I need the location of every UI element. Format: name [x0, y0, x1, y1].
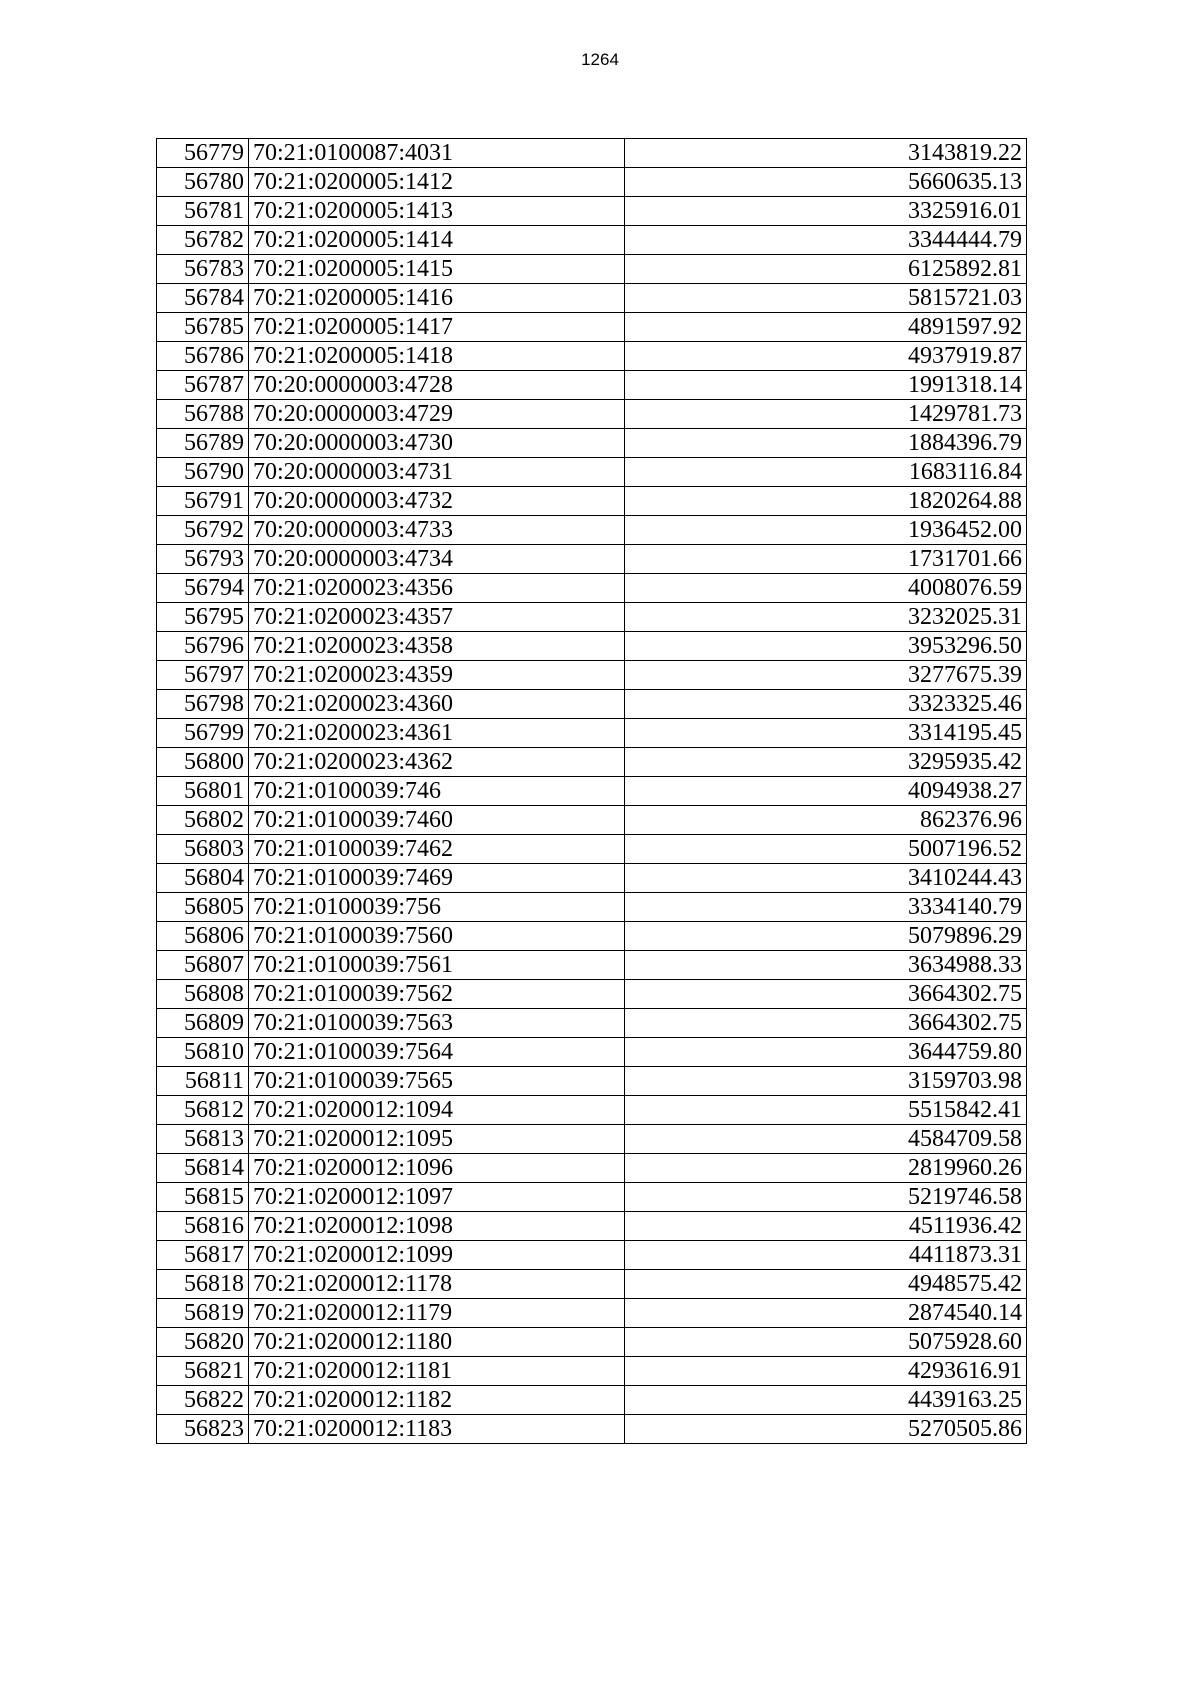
- cadastral-number-cell: 70:21:0100039:7460: [249, 806, 625, 835]
- row-number-cell: 56779: [157, 139, 249, 168]
- row-number-cell: 56797: [157, 661, 249, 690]
- table-row: [157, 1125, 1027, 1154]
- cadastral-number-cell: 70:21:0100039:7469: [249, 864, 625, 893]
- cadastral-number-cell: 70:21:0200012:1180: [249, 1328, 625, 1357]
- cadastral-number-cell: 70:21:0100087:4031: [249, 139, 625, 168]
- value-cell: 1884396.79: [625, 429, 1027, 458]
- cadastral-number-cell: 70:21:0200005:1415: [249, 255, 625, 284]
- cadastral-number-cell: 70:21:0100039:7562: [249, 980, 625, 1009]
- value-cell: 3143819.22: [625, 139, 1027, 168]
- row-number-cell: 56785: [157, 313, 249, 342]
- value-cell: 1991318.14: [625, 371, 1027, 400]
- row-number-cell: 56790: [157, 458, 249, 487]
- value-cell: 3664302.75: [625, 1009, 1027, 1038]
- cadastral-number-cell: 70:21:0200012:1097: [249, 1183, 625, 1212]
- cadastral-number-cell: 70:21:0200012:1178: [249, 1270, 625, 1299]
- table-row: [157, 255, 1027, 284]
- value-cell: 4584709.58: [625, 1125, 1027, 1154]
- cadastral-number-cell: 70:21:0200012:1182: [249, 1386, 625, 1415]
- value-cell: 3634988.33: [625, 951, 1027, 980]
- cadastral-number-cell: 70:21:0200012:1096: [249, 1154, 625, 1183]
- table-row: [157, 893, 1027, 922]
- cadastral-number-cell: 70:21:0100039:7560: [249, 922, 625, 951]
- cadastral-number-cell: 70:21:0200012:1183: [249, 1415, 625, 1444]
- cadastral-number-cell: 70:21:0100039:7564: [249, 1038, 625, 1067]
- cadastral-number-cell: 70:21:0100039:756: [249, 893, 625, 922]
- cadastral-number-cell: 70:21:0200005:1417: [249, 313, 625, 342]
- row-number-cell: 56793: [157, 545, 249, 574]
- value-cell: 4094938.27: [625, 777, 1027, 806]
- row-number-cell: 56784: [157, 284, 249, 313]
- value-cell: 1683116.84: [625, 458, 1027, 487]
- value-cell: 3334140.79: [625, 893, 1027, 922]
- cadastral-number-cell: 70:20:0000003:4729: [249, 400, 625, 429]
- table-row: [157, 545, 1027, 574]
- table-row: [157, 1241, 1027, 1270]
- value-cell: 5075928.60: [625, 1328, 1027, 1357]
- row-number-cell: 56815: [157, 1183, 249, 1212]
- row-number-cell: 56802: [157, 806, 249, 835]
- table-row: [157, 661, 1027, 690]
- value-cell: 1429781.73: [625, 400, 1027, 429]
- value-cell: 1820264.88: [625, 487, 1027, 516]
- table-row: [157, 197, 1027, 226]
- value-cell: 4948575.42: [625, 1270, 1027, 1299]
- row-number-cell: 56814: [157, 1154, 249, 1183]
- row-number-cell: 56811: [157, 1067, 249, 1096]
- row-number-cell: 56818: [157, 1270, 249, 1299]
- cadastral-number-cell: 70:20:0000003:4734: [249, 545, 625, 574]
- table-row: [157, 951, 1027, 980]
- table-row: [157, 168, 1027, 197]
- value-cell: 4937919.87: [625, 342, 1027, 371]
- cadastral-number-cell: 70:21:0100039:7565: [249, 1067, 625, 1096]
- data-table: [156, 138, 1027, 1444]
- table-row: [157, 1009, 1027, 1038]
- value-cell: 3664302.75: [625, 980, 1027, 1009]
- value-cell: 3314195.45: [625, 719, 1027, 748]
- table-row: [157, 1183, 1027, 1212]
- row-number-cell: 56780: [157, 168, 249, 197]
- cadastral-number-cell: 70:20:0000003:4731: [249, 458, 625, 487]
- cadastral-number-cell: 70:20:0000003:4728: [249, 371, 625, 400]
- value-cell: 4439163.25: [625, 1386, 1027, 1415]
- cadastral-number-cell: 70:21:0200023:4356: [249, 574, 625, 603]
- table-row: [157, 1357, 1027, 1386]
- value-cell: 4293616.91: [625, 1357, 1027, 1386]
- cadastral-number-cell: 70:21:0200005:1416: [249, 284, 625, 313]
- value-cell: 1731701.66: [625, 545, 1027, 574]
- table-row: [157, 226, 1027, 255]
- value-cell: 5815721.03: [625, 284, 1027, 313]
- row-number-cell: 56812: [157, 1096, 249, 1125]
- cadastral-number-cell: 70:21:0200023:4362: [249, 748, 625, 777]
- value-cell: 4008076.59: [625, 574, 1027, 603]
- cadastral-number-cell: 70:21:0100039:7563: [249, 1009, 625, 1038]
- table-row: [157, 1096, 1027, 1125]
- row-number-cell: 56810: [157, 1038, 249, 1067]
- value-cell: 2874540.14: [625, 1299, 1027, 1328]
- table-row: [157, 516, 1027, 545]
- cadastral-number-cell: 70:21:0200023:4361: [249, 719, 625, 748]
- value-cell: 3159703.98: [625, 1067, 1027, 1096]
- cadastral-number-cell: 70:21:0100039:7561: [249, 951, 625, 980]
- cadastral-number-cell: 70:21:0200005:1418: [249, 342, 625, 371]
- cadastral-number-cell: 70:21:0200012:1098: [249, 1212, 625, 1241]
- row-number-cell: 56819: [157, 1299, 249, 1328]
- row-number-cell: 56795: [157, 603, 249, 632]
- value-cell: 4891597.92: [625, 313, 1027, 342]
- row-number-cell: 56803: [157, 835, 249, 864]
- value-cell: 4411873.31: [625, 1241, 1027, 1270]
- cadastral-number-cell: 70:21:0200012:1181: [249, 1357, 625, 1386]
- cadastral-number-cell: 70:21:0200023:4357: [249, 603, 625, 632]
- table-row: [157, 632, 1027, 661]
- row-number-cell: 56789: [157, 429, 249, 458]
- table-row: [157, 139, 1027, 168]
- value-cell: 6125892.81: [625, 255, 1027, 284]
- row-number-cell: 56817: [157, 1241, 249, 1270]
- value-cell: 862376.96: [625, 806, 1027, 835]
- table-row: [157, 777, 1027, 806]
- row-number-cell: 56799: [157, 719, 249, 748]
- value-cell: 3232025.31: [625, 603, 1027, 632]
- table-row: [157, 487, 1027, 516]
- value-cell: 5007196.52: [625, 835, 1027, 864]
- value-cell: 5079896.29: [625, 922, 1027, 951]
- table-row: [157, 1299, 1027, 1328]
- row-number-cell: 56816: [157, 1212, 249, 1241]
- table-row: [157, 313, 1027, 342]
- row-number-cell: 56792: [157, 516, 249, 545]
- row-number-cell: 56806: [157, 922, 249, 951]
- row-number-cell: 56820: [157, 1328, 249, 1357]
- value-cell: 3325916.01: [625, 197, 1027, 226]
- table-row: [157, 574, 1027, 603]
- value-cell: 5660635.13: [625, 168, 1027, 197]
- value-cell: 3323325.46: [625, 690, 1027, 719]
- cadastral-number-cell: 70:20:0000003:4732: [249, 487, 625, 516]
- cadastral-number-cell: 70:21:0200005:1414: [249, 226, 625, 255]
- cadastral-number-cell: 70:20:0000003:4733: [249, 516, 625, 545]
- row-number-cell: 56781: [157, 197, 249, 226]
- row-number-cell: 56788: [157, 400, 249, 429]
- table-row: [157, 1386, 1027, 1415]
- row-number-cell: 56783: [157, 255, 249, 284]
- table-row: [157, 342, 1027, 371]
- value-cell: 5515842.41: [625, 1096, 1027, 1125]
- cadastral-number-cell: 70:21:0200023:4360: [249, 690, 625, 719]
- row-number-cell: 56822: [157, 1386, 249, 1415]
- table-row: [157, 1270, 1027, 1299]
- value-cell: 3644759.80: [625, 1038, 1027, 1067]
- table-row: [157, 1154, 1027, 1183]
- value-cell: 5270505.86: [625, 1415, 1027, 1444]
- cadastral-number-cell: 70:20:0000003:4730: [249, 429, 625, 458]
- value-cell: 2819960.26: [625, 1154, 1027, 1183]
- value-cell: 3410244.43: [625, 864, 1027, 893]
- row-number-cell: 56791: [157, 487, 249, 516]
- table-row: [157, 864, 1027, 893]
- value-cell: 4511936.42: [625, 1212, 1027, 1241]
- cadastral-number-cell: 70:21:0200005:1413: [249, 197, 625, 226]
- row-number-cell: 56804: [157, 864, 249, 893]
- table-row: [157, 400, 1027, 429]
- table-row: [157, 603, 1027, 632]
- cadastral-number-cell: 70:21:0100039:7462: [249, 835, 625, 864]
- table-row: [157, 429, 1027, 458]
- row-number-cell: 56798: [157, 690, 249, 719]
- cadastral-number-cell: 70:21:0200012:1094: [249, 1096, 625, 1125]
- value-cell: 3295935.42: [625, 748, 1027, 777]
- row-number-cell: 56809: [157, 1009, 249, 1038]
- value-cell: 3953296.50: [625, 632, 1027, 661]
- cadastral-number-cell: 70:21:0200012:1099: [249, 1241, 625, 1270]
- value-cell: 3277675.39: [625, 661, 1027, 690]
- cadastral-number-cell: 70:21:0200012:1095: [249, 1125, 625, 1154]
- row-number-cell: 56800: [157, 748, 249, 777]
- row-number-cell: 56808: [157, 980, 249, 1009]
- value-cell: 5219746.58: [625, 1183, 1027, 1212]
- table-row: [157, 835, 1027, 864]
- table-row: [157, 371, 1027, 400]
- table-row: [157, 1212, 1027, 1241]
- cadastral-number-cell: 70:21:0200023:4359: [249, 661, 625, 690]
- row-number-cell: 56786: [157, 342, 249, 371]
- table-row: [157, 1067, 1027, 1096]
- value-cell: 3344444.79: [625, 226, 1027, 255]
- table-row: [157, 806, 1027, 835]
- row-number-cell: 56813: [157, 1125, 249, 1154]
- table-row: [157, 922, 1027, 951]
- cadastral-number-cell: 70:21:0200005:1412: [249, 168, 625, 197]
- cadastral-number-cell: 70:21:0200012:1179: [249, 1299, 625, 1328]
- row-number-cell: 56782: [157, 226, 249, 255]
- table-row: [157, 1038, 1027, 1067]
- page-number: 1264: [581, 50, 619, 69]
- table-row: [157, 458, 1027, 487]
- row-number-cell: 56807: [157, 951, 249, 980]
- row-number-cell: 56794: [157, 574, 249, 603]
- table-row: [157, 690, 1027, 719]
- row-number-cell: 56823: [157, 1415, 249, 1444]
- row-number-cell: 56805: [157, 893, 249, 922]
- table-row: [157, 748, 1027, 777]
- cadastral-number-cell: 70:21:0200023:4358: [249, 632, 625, 661]
- row-number-cell: 56796: [157, 632, 249, 661]
- table-row: [157, 284, 1027, 313]
- row-number-cell: 56801: [157, 777, 249, 806]
- table-row: [157, 719, 1027, 748]
- table-row: [157, 980, 1027, 1009]
- cadastral-number-cell: 70:21:0100039:746: [249, 777, 625, 806]
- row-number-cell: 56821: [157, 1357, 249, 1386]
- value-cell: 1936452.00: [625, 516, 1027, 545]
- table-row: [157, 1328, 1027, 1357]
- table-row: [157, 1415, 1027, 1444]
- table-body: [157, 139, 1027, 1444]
- row-number-cell: 56787: [157, 371, 249, 400]
